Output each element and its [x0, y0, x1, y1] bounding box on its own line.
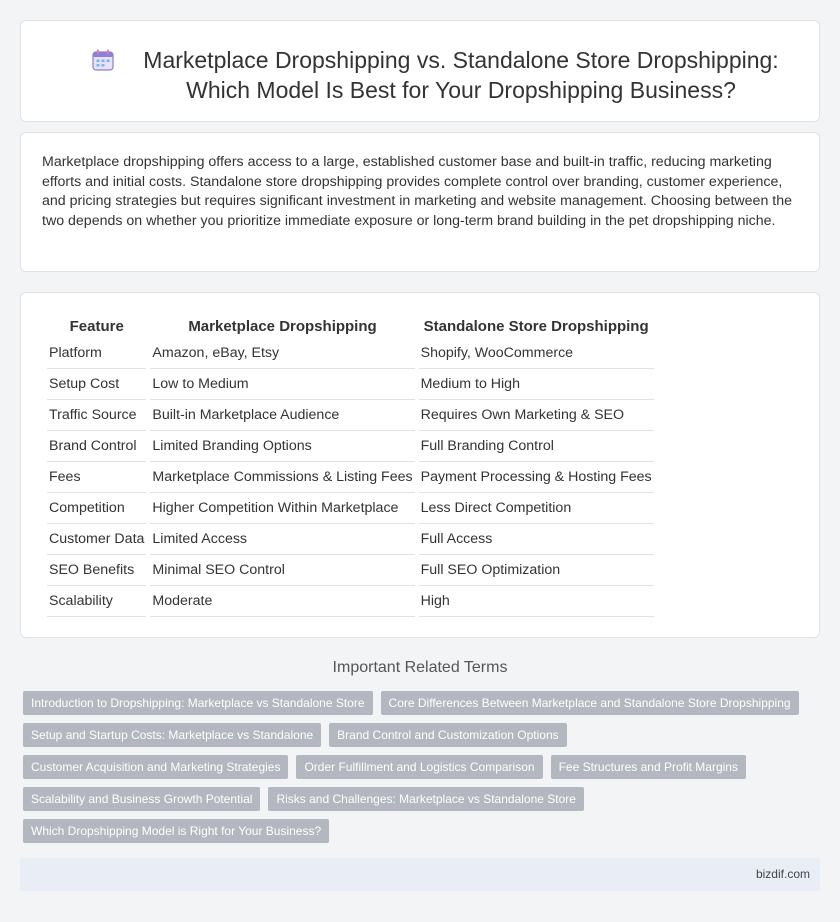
table-cell: Full SEO Optimization [419, 555, 654, 586]
table-row [47, 555, 654, 586]
comparison-card [20, 292, 820, 638]
table-cell: High [419, 586, 654, 617]
table-cell: Amazon, eBay, Etsy [150, 338, 414, 369]
table-cell: Full Branding Control [419, 431, 654, 462]
summary-card [20, 132, 820, 272]
table-cell: Shopify, WooCommerce [419, 338, 654, 369]
table-cell: Minimal SEO Control [150, 555, 414, 586]
table-row [47, 338, 654, 369]
table-cell: Higher Competition Within Marketplace [150, 493, 414, 524]
related-term-tag[interactable]: Scalability and Business Growth Potential [23, 787, 260, 811]
column-header: Marketplace Dropshipping [188, 317, 377, 335]
table-cell: Setup Cost [47, 369, 146, 400]
footer [20, 858, 820, 891]
table-cell: Competition [47, 493, 146, 524]
table-row [47, 524, 654, 555]
summary-paragraph: Marketplace dropshipping offers access to a large, established customer base and built-in traffic, reducing marketing efforts and initial costs. Standalone store dropshipping provides complete control over branding, customer experience, and pricing strategies but requires significant investment in marketing and website management. Choosing between the two depends on whether you prioritize immediate exposure or long-term brand building in the pet dropshipping niche. [42, 154, 792, 229]
table-cell: Marketplace Commissions & Listing Fees [150, 462, 414, 493]
table-row [47, 369, 654, 400]
table-cell: Customer Data [47, 524, 146, 555]
table-cell: Limited Branding Options [150, 431, 414, 462]
table-cell: Less Direct Competition [419, 493, 654, 524]
table-row [47, 493, 654, 524]
footer-site[interactable]: bizdif.com [755, 867, 810, 881]
table-cell: Requires Own Marketing & SEO [419, 400, 654, 431]
table-cell: Fees [47, 462, 146, 493]
table-cell: Full Access [419, 524, 654, 555]
related-term-tag[interactable]: Order Fulfillment and Logistics Comparison [296, 755, 542, 779]
table-cell: Moderate [150, 586, 414, 617]
table-cell: Brand Control [47, 431, 146, 462]
table-row [47, 400, 654, 431]
related-term-tag[interactable]: Setup and Startup Costs: Marketplace vs Standalone [23, 723, 321, 747]
calendar-icon [91, 48, 115, 72]
table-cell: SEO Benefits [47, 555, 146, 586]
table-row [47, 462, 654, 493]
table-cell: Platform [47, 338, 146, 369]
comparison-table [43, 314, 658, 617]
related-term-tag[interactable]: Which Dropshipping Model is Right for Your Business? [23, 819, 329, 843]
related-terms-list [23, 691, 803, 843]
related-term-tag[interactable]: Brand Control and Customization Options [329, 723, 566, 747]
related-terms-title: Important Related Terms [332, 659, 508, 676]
related-term-tag[interactable]: Customer Acquisition and Marketing Strategies [23, 755, 288, 779]
table-cell: Payment Processing & Hosting Fees [419, 462, 654, 493]
related-term-tag[interactable]: Core Differences Between Marketplace and Standalone Store Dropshipping [381, 691, 799, 715]
related-term-tag[interactable]: Introduction to Dropshipping: Marketplace vs Standalone Store [23, 691, 373, 715]
column-header: Feature [69, 317, 124, 335]
title-card [20, 20, 820, 122]
table-cell: Low to Medium [150, 369, 414, 400]
related-term-tag[interactable]: Risks and Challenges: Marketplace vs Standalone Store [268, 787, 584, 811]
page-title: Marketplace Dropshipping vs. Standalone Store Dropshipping: Which Model Is Best for Your Dropshipping Business? [143, 47, 779, 103]
table-row [47, 586, 654, 617]
table-cell: Limited Access [150, 524, 414, 555]
table-cell: Traffic Source [47, 400, 146, 431]
table-header-row [47, 314, 654, 338]
table-row [47, 431, 654, 462]
related-term-tag[interactable]: Fee Structures and Profit Margins [551, 755, 746, 779]
table-cell: Built-in Marketplace Audience [150, 400, 414, 431]
column-header: Standalone Store Dropshipping [423, 317, 649, 335]
table-cell: Medium to High [419, 369, 654, 400]
table-cell: Scalability [47, 586, 146, 617]
